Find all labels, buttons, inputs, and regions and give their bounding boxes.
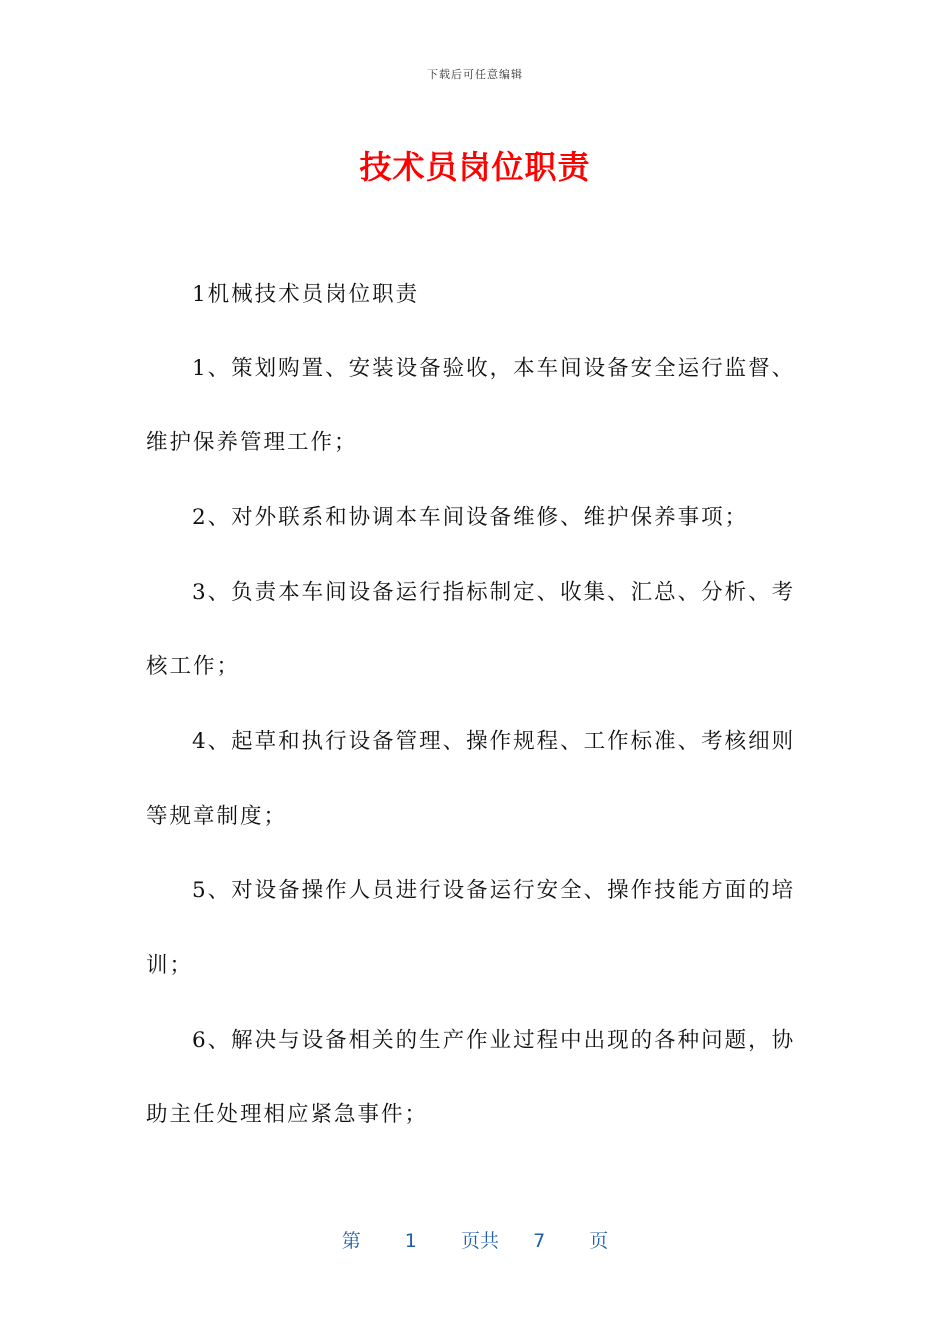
footer-total-pages: 7 [533, 1230, 546, 1252]
footer-page-number: 1 [404, 1230, 417, 1252]
paragraph-line: 5、对设备操作人员进行设备运行安全、操作技能方面的培 [192, 878, 796, 903]
paragraph-line: 助主任处理相应紧急事件； [146, 1102, 429, 1127]
header-note: 下载后可任意编辑 [427, 68, 523, 81]
document-title: 技术员岗位职责 [359, 148, 591, 186]
paragraph-line: 维护保养管理工作； [146, 430, 358, 455]
paragraph-line: 6、解决与设备相关的生产作业过程中出现的各种问题，协 [192, 1028, 796, 1053]
paragraph-line: 等规章制度； [146, 804, 288, 829]
paragraph-line: 训； [146, 953, 194, 978]
footer-prefix: 第 [341, 1230, 361, 1252]
paragraph-line: 1、策划购置、安装设备验收，本车间设备安全运行监督、 [192, 356, 796, 381]
paragraph-line: 3、负责本车间设备运行指标制定、收集、汇总、分析、考 [192, 580, 796, 605]
paragraph-line: 核工作； [146, 654, 241, 679]
footer-middle: 页共 [460, 1230, 499, 1252]
paragraph-line: 4、起草和执行设备管理、操作规程、工作标准、考核细则 [192, 729, 796, 754]
footer-suffix: 页 [589, 1230, 609, 1252]
section-heading: 1机械技术员岗位职责 [192, 282, 420, 307]
paragraph-line: 2、对外联系和协调本车间设备维修、维护保养事项； [192, 505, 749, 530]
page-footer [0, 1226, 950, 1253]
